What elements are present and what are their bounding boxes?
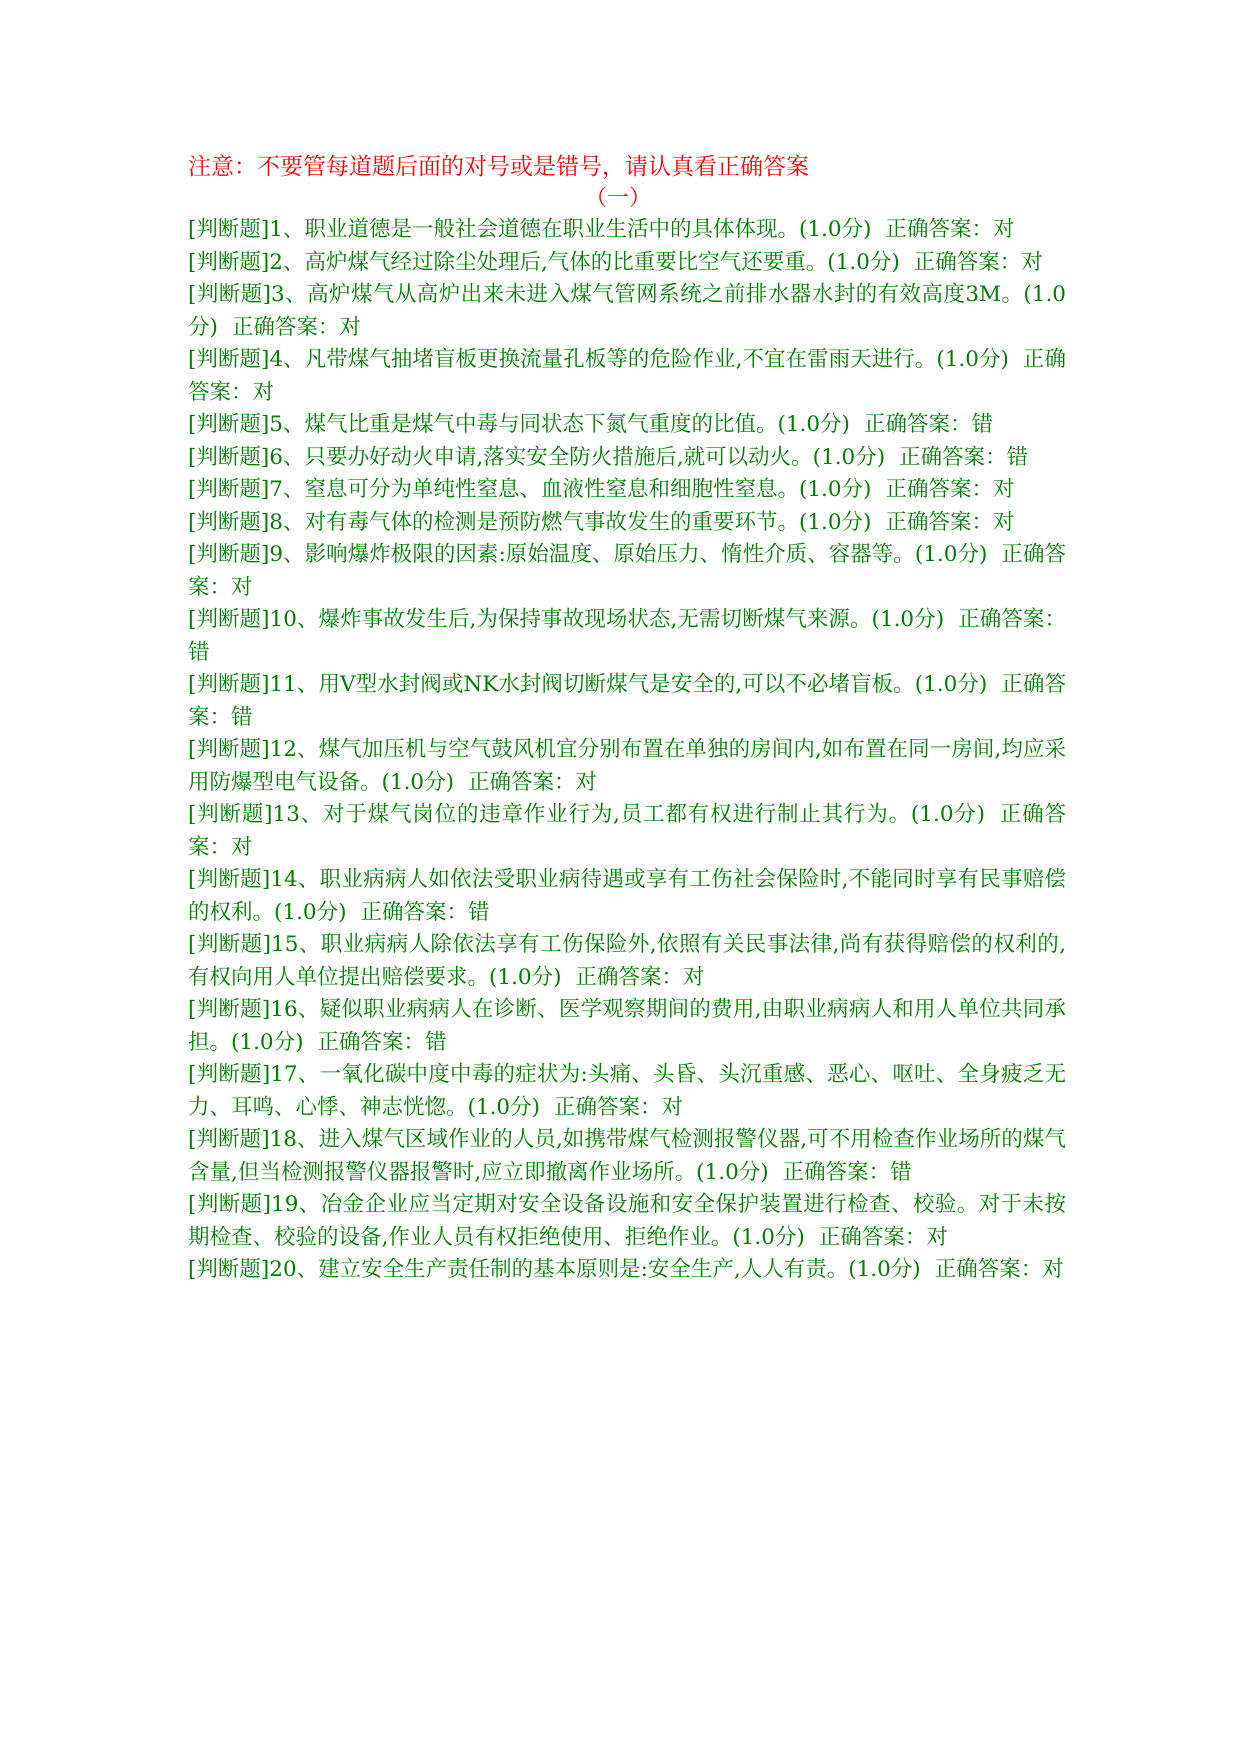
correct-answer: 正确答案：对: [231, 314, 361, 340]
question-type: [判断题]: [188, 1192, 272, 1217]
question-item: [188, 539, 1066, 604]
question-text: 19、冶金企业应当定期对安全设备设施和安全保护装置进行检查、校验。对于未按期检查、校验的设备,作业人员有权拒绝使用、拒绝作业。(1.0分): [188, 1192, 1066, 1250]
question-text: 10、爆炸事故发生后,为保持事故现场状态,无需切断煤气来源。(1.0分): [269, 607, 945, 632]
correct-answer: 正确答案：错: [863, 412, 993, 437]
question-type: [判断题]: [188, 1257, 270, 1282]
correct-answer: 正确答案：错: [899, 444, 1029, 470]
question-type: [判断题]: [188, 249, 270, 275]
question-item: [188, 247, 1066, 280]
question-item: [188, 1189, 1066, 1254]
question-item: [188, 929, 1066, 994]
question-type: [判断题]: [188, 542, 270, 567]
correct-answer: 正确答案：对: [575, 964, 705, 990]
correct-answer: 正确答案：对: [188, 347, 1066, 405]
question-type: [判断题]: [188, 1062, 271, 1087]
question-item: [188, 734, 1066, 799]
correct-answer: 正确答案：错: [360, 899, 490, 925]
question-type: [判断题]: [188, 412, 270, 437]
question-text: 15、职业病病人除依法享有工伤保险外,依照有关民事法律,尚有获得赔偿的权利的,有权向用人单位提出赔偿要求。(1.0分): [188, 932, 1066, 990]
question-text: 14、职业病病人如依法受职业病待遇或享有工伤社会保险时,不能同时享有民事赔偿的权利。(1.0分): [188, 867, 1066, 925]
question-type: [判断题]: [188, 802, 273, 827]
correct-answer: 正确答案：对: [934, 1257, 1064, 1282]
notice-heading: 注意：不要管每道题后面的对号或是错号，请认真看正确答案: [188, 154, 809, 180]
correct-answer: 正确答案：对: [467, 769, 597, 795]
correct-answer: 正确答案：错: [317, 1029, 447, 1055]
question-text: 4、凡带煤气抽堵盲板更换流量孔板等的危险作业,不宜在雷雨天进行。(1.0分): [269, 347, 1009, 372]
question-text: 16、疑似职业病病人在诊断、医学观察期间的费用,由职业病病人和用人单位共同承担。(1.0分): [188, 997, 1066, 1055]
question-type: [判断题]: [188, 477, 270, 502]
question-item: [188, 799, 1066, 864]
question-type: [判断题]: [188, 932, 272, 957]
question-type: [判断题]: [188, 509, 270, 535]
question-text: 20、建立安全生产责任制的基本原则是:安全生产,人人有责。(1.0分): [269, 1257, 921, 1282]
question-type: [判断题]: [188, 997, 271, 1022]
question-item: [188, 604, 1066, 669]
correct-answer: 正确答案：错: [188, 607, 1066, 665]
correct-answer: 正确答案：对: [188, 542, 1066, 600]
question-item: [188, 279, 1066, 344]
question-item: [188, 214, 1066, 247]
question-text: 12、煤气加压机与空气鼓风机宜分别布置在单独的房间内,如布置在同一房间,均应采用防爆型电气设备。(1.0分): [188, 737, 1067, 795]
correct-answer: 正确答案：对: [885, 509, 1015, 535]
correct-answer: 正确答案：对: [188, 802, 1066, 860]
question-item: [188, 409, 1066, 442]
question-item: [188, 669, 1066, 734]
question-type: [判断题]: [188, 347, 270, 372]
document-page: [188, 150, 1066, 1287]
question-item: [188, 1124, 1066, 1189]
question-text: 13、对于煤气岗位的违章作业行为,员工都有权进行制止其行为。(1.0分): [272, 802, 986, 827]
question-type: [判断题]: [188, 867, 271, 892]
question-type: [判断题]: [188, 737, 270, 762]
correct-answer: 正确答案：对: [885, 477, 1015, 502]
question-item: [188, 344, 1066, 409]
correct-answer: 正确答案：对: [818, 1224, 948, 1250]
question-text: 11、用V型水封阀或NK水封阀切断煤气是安全的,可以不必堵盲板。(1.0分): [269, 672, 988, 697]
correct-answer: 正确答案：错: [782, 1159, 912, 1185]
correct-answer: 正确答案：对: [553, 1094, 683, 1120]
question-text: 7、窒息可分为单纯性窒息、血液性窒息和细胞性窒息。(1.0分): [269, 477, 872, 502]
question-text: 17、一氧化碳中度中毒的症状为:头痛、头昏、头沉重感、恶心、呕吐、全身疲乏无力、耳鸣、心悸、神志恍惚。(1.0分): [188, 1062, 1067, 1120]
correct-answer: 正确答案：错: [188, 672, 1066, 730]
question-text: 2、高炉煤气经过除尘处理后,气体的比重要比空气还要重。(1.0分): [269, 249, 900, 275]
section-title: （一）: [584, 186, 651, 211]
question-item: [188, 994, 1066, 1059]
question-text: 8、对有毒气体的检测是预防燃气事故发生的重要环节。(1.0分): [269, 509, 872, 535]
question-type: [判断题]: [188, 217, 270, 242]
correct-answer: 正确答案：对: [913, 249, 1043, 275]
question-type: [判断题]: [188, 1127, 270, 1152]
question-text: 18、进入煤气区域作业的人员,如携带煤气检测报警仪器,可不用检查作业场所的煤气含量,但当检测报警仪器报警时,应立即撤离作业场所。(1.0分): [188, 1127, 1067, 1185]
question-item: [188, 442, 1066, 475]
question-text: 9、影响爆炸极限的因素:原始温度、原始压力、惰性介质、容器等。(1.0分): [269, 542, 988, 567]
question-item: [188, 1254, 1066, 1287]
correct-answer: 正确答案：对: [885, 217, 1015, 242]
question-item: [188, 1059, 1066, 1124]
question-type: [判断题]: [188, 282, 272, 307]
question-text: 1、职业道德是一般社会道德在职业生活中的具体体现。(1.0分): [269, 217, 872, 242]
question-type: [判断题]: [188, 672, 270, 697]
question-item: [188, 864, 1066, 929]
question-item: [188, 474, 1066, 507]
question-text: 5、煤气比重是煤气中毒与同状态下氮气重度的比值。(1.0分): [269, 412, 850, 437]
question-list: [188, 214, 1066, 1287]
question-type: [判断题]: [188, 607, 270, 632]
question-text: 3、高炉煤气从高炉出来未进入煤气管网系统之前排水器水封的有效高度3M。(1.0分): [188, 282, 1066, 340]
question-item: [188, 507, 1066, 540]
question-type: [判断题]: [188, 444, 270, 470]
question-text: 6、只要办好动火申请,落实安全防火措施后,就可以动火。(1.0分): [269, 444, 886, 470]
